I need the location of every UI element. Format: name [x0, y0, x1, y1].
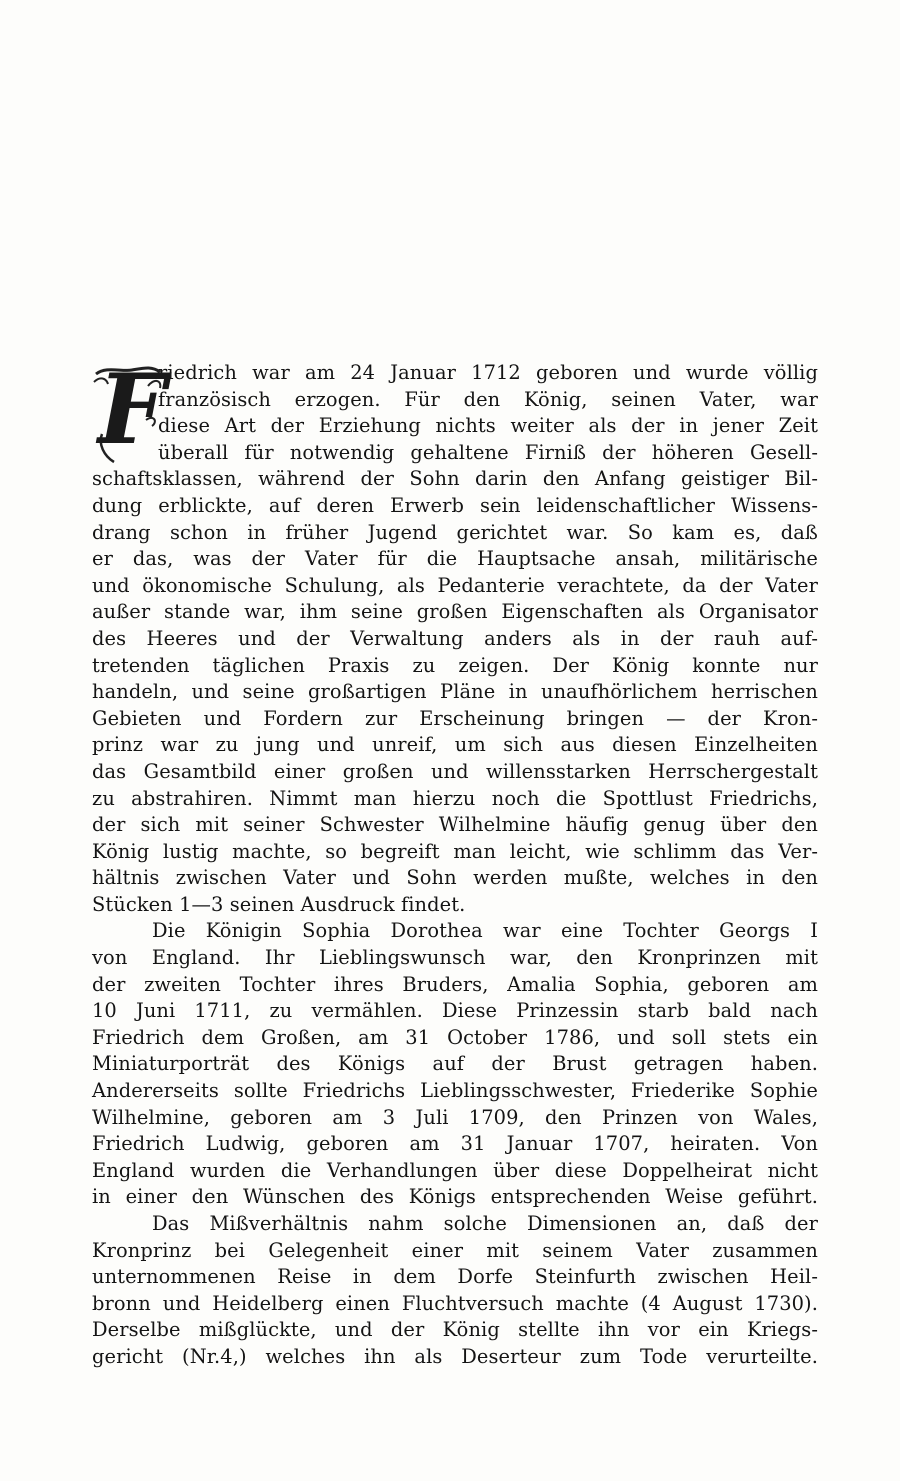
document-page	[92, 353, 818, 1371]
text-line: er das, was der Vater für die Hauptsache ansah, militärische	[92, 547, 818, 571]
text-line: gericht (Nr.4,) welches ihn als Deserteur zum Tode verurteilte.	[92, 1344, 818, 1368]
text-line: handeln, und seine großartigen Pläne in unaufhörlichem herrischen	[92, 680, 818, 704]
text-line: und ökonomische Schulung, als Pedanterie verachtete, da der Vater	[92, 573, 818, 597]
text-line: Wilhelmine, geboren am 3 Juli 1709, den Prinzen von Wales,	[92, 1105, 818, 1129]
text-line: des Heeres und der Verwaltung anders als in der rauh auf-	[92, 626, 818, 650]
text-line: Andererseits sollte Friedrichs Lieblingsschwester, Friederike Sophie	[92, 1079, 818, 1103]
text-line: hältnis zwischen Vater und Sohn werden mußte, welches in den	[92, 866, 818, 890]
text-line: Derselbe mißglückte, und der König stellte ihn vor ein Kriegs-	[92, 1318, 818, 1342]
text-line: Friedrich dem Großen, am 31 October 1786, und soll stets ein	[92, 1025, 818, 1049]
text-line: diese Art der Erziehung nichts weiter als der in jener Zeit	[158, 414, 818, 438]
paragraph-2	[92, 918, 818, 1211]
text-line: drang schon in früher Jugend gerichtet war. So kam es, daß	[92, 520, 818, 544]
text-line: Stücken 1—3 seinen Ausdruck findet.	[92, 892, 466, 916]
text-line: König lustig machte, so begreift man leicht, wie schlimm das Ver-	[92, 839, 818, 863]
text-line: prinz war zu jung und unreif, um sich aus diesen Einzelheiten	[92, 733, 818, 757]
text-line: schaftsklassen, während der Sohn darin den Anfang geistiger Bil-	[92, 467, 818, 491]
text-line: Das Mißverhältnis nahm solche Dimensionen an, daß der	[152, 1212, 818, 1235]
paragraph-3	[92, 1211, 818, 1371]
text-line: tretenden täglichen Praxis zu zeigen. Der König konnte nur	[92, 653, 818, 677]
ornate-dropcap	[92, 353, 167, 466]
text-line: Gebieten und Fordern zur Erscheinung bringen — der Kron-	[92, 706, 818, 730]
paragraph-1	[92, 353, 818, 918]
text-line: der sich mit seiner Schwester Wilhelmine häufig genug über den	[92, 813, 818, 837]
text-line: 10 Juni 1711, zu vermählen. Diese Prinzessin starb bald nach	[92, 999, 818, 1023]
text-line: bronn und Heidelberg einen Fluchtversuch machte (4 August 1730).	[92, 1291, 818, 1315]
text-line: außer stande war, ihm seine großen Eigenschaften als Organisator	[92, 600, 818, 624]
dropcap-letter: F	[98, 353, 167, 466]
text-line: überall für notwendig gehaltene Firniß der höheren Gesell-	[158, 440, 818, 464]
text-line: riedrich war am 24 Januar 1712 geboren und wurde völlig	[158, 361, 818, 384]
text-line: von England. Ihr Lieblingswunsch war, den Kronprinzen mit	[92, 946, 818, 970]
text-line: Die Königin Sophia Dorothea war eine Tochter Georgs I	[152, 919, 818, 943]
text-line: der zweiten Tochter ihres Bruders, Amalia Sophia, geboren am	[92, 972, 818, 996]
text-line: England wurden die Verhandlungen über diese Doppelheirat nicht	[92, 1158, 818, 1182]
text-line: in einer den Wünschen des Königs entsprechenden Weise geführt.	[92, 1185, 818, 1209]
text-line: französisch erzogen. Für den König, seinen Vater, war	[158, 387, 818, 411]
text-line: Friedrich Ludwig, geboren am 31 Januar 1707, heiraten. Von	[92, 1132, 818, 1156]
text-line: Miniaturporträt des Königs auf der Brust getragen haben.	[92, 1052, 818, 1076]
text-line: das Gesamtbild einer großen und willensstarken Herrschergestalt	[92, 759, 818, 783]
text-line: unternommenen Reise in dem Dorfe Steinfurth zwischen Heil-	[92, 1265, 818, 1289]
text-line: Kronprinz bei Gelegenheit einer mit seinem Vater zusammen	[92, 1238, 818, 1262]
text-line: dung erblickte, auf deren Erwerb sein leidenschaftlicher Wissens-	[92, 493, 818, 517]
text-line: zu abstrahiren. Nimmt man hierzu noch die Spottlust Friedrichs,	[92, 786, 818, 810]
